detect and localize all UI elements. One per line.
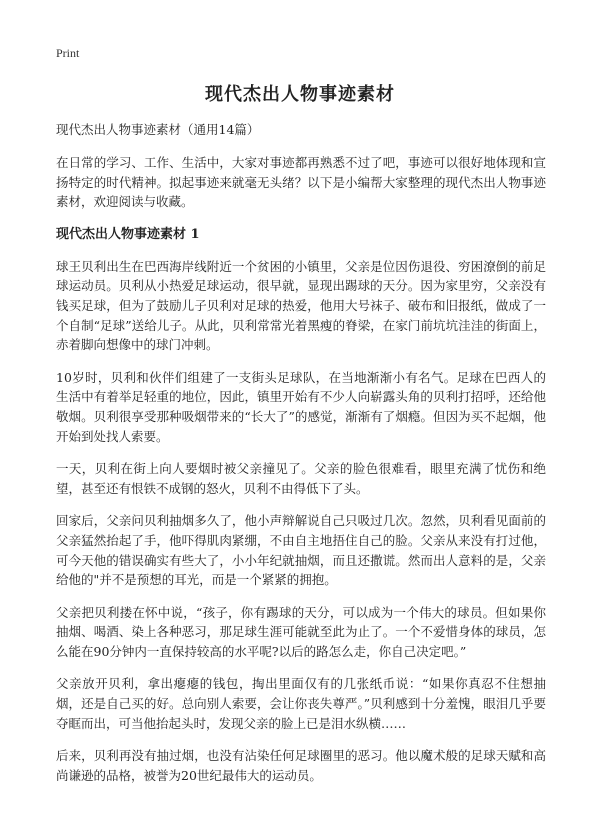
section-heading: 现代杰出人物事迹素材 1: [56, 226, 200, 242]
paragraph: 父亲放开贝利，拿出瘪瘪的钱包，掏出里面仅有的几张纸币说：“如果你真忍不住想抽烟，还是自己买的好。总向别人索要，会让你丧失尊严。”贝利感到十分羞愧，眼泪几乎要夺眶而出，可当他抬起头时，发现父亲的脸上已是泪水纵横……: [56, 676, 546, 731]
paragraph: 父亲把贝利搂在怀中说，“孩子，你有踢球的天分，可以成为一个伟大的球员。但如果你抽烟、喝酒、染上各种恶习，那足球生涯可能就至此为止了。一个不爱惜身体的球员，怎么能在90分钟内一直保持较高的水平呢?以后的路怎么走，你自己决定吧。”: [56, 604, 546, 659]
paragraph: 回家后，父亲问贝利抽烟多久了，他小声辩解说自己只吸过几次。忽然，贝利看见面前的父亲猛然抬起了手，他吓得肌肉紧绷，不由自主地捂住自己的脸。父亲从来没有打过他，可今天他的错误确实有些大了，小小年纪就抽烟，而且还撒谎。然而出人意料的是，父亲给他的"并不是预想的耳光，而是一个紧紧的拥抱。: [56, 513, 546, 588]
article-subtitle: 现代杰出人物事迹素材（通用14篇）: [56, 122, 260, 137]
paragraph: 后来，贝利再没有抽过烟，也没有沾染任何足球圈里的恶习。他以魔术般的足球天赋和高尚谦逊的品格，被誉为20世纪最伟大的运动员。: [56, 748, 546, 783]
intro-paragraph: 在日常的学习、工作、生活中，大家对事迹都再熟悉不过了吧，事迹可以很好地体现和宣扬特定的时代精神。拟起事迹来就毫无头绪？以下是小编帮大家整理的现代杰出人物事迹素材，欢迎阅读与收藏。: [56, 155, 546, 210]
print-link[interactable]: Print: [56, 46, 80, 60]
paragraph: 一天，贝利在街上向人要烟时被父亲撞见了。父亲的脸色很难看，眼里充满了忧伤和绝望，甚至还有恨铁不成钢的怒火，贝利不由得低下了头。: [56, 461, 546, 496]
article-body: [56, 120, 546, 798]
paragraph: 10岁时，贝利和伙伴们组建了一支街头足球队，在当地渐渐小有名气。足球在巴西人的生活中有着举足轻重的地位，因此，镇里开始有不少人向崭露头角的贝利打招呼，还给他敬烟。贝利很享受那种吸烟带来的“长大了”的感觉，渐渐有了烟瘾。但因为买不起烟，他开始到处找人索要。: [56, 369, 546, 444]
page-title: 现代杰出人物事迹素材: [205, 84, 395, 105]
paragraph: 球王贝利出生在巴西海岸线附近一个贫困的小镇里，父亲是位因伤退役、穷困潦倒的前足球运动员。贝利从小热爱足球运动，很早就，显现出踢球的天分。因为家里穷，父亲没有钱买足球，但为了鼓励儿子贝利对足球的热爱，他用大号袜子、破布和旧报纸，做成了一个自制“足球”送给儿子。从此，贝利常常光着黑瘦的脊梁，在家门前坑坑洼洼的街面上，赤着脚向想像中的球门冲刺。: [56, 258, 546, 353]
